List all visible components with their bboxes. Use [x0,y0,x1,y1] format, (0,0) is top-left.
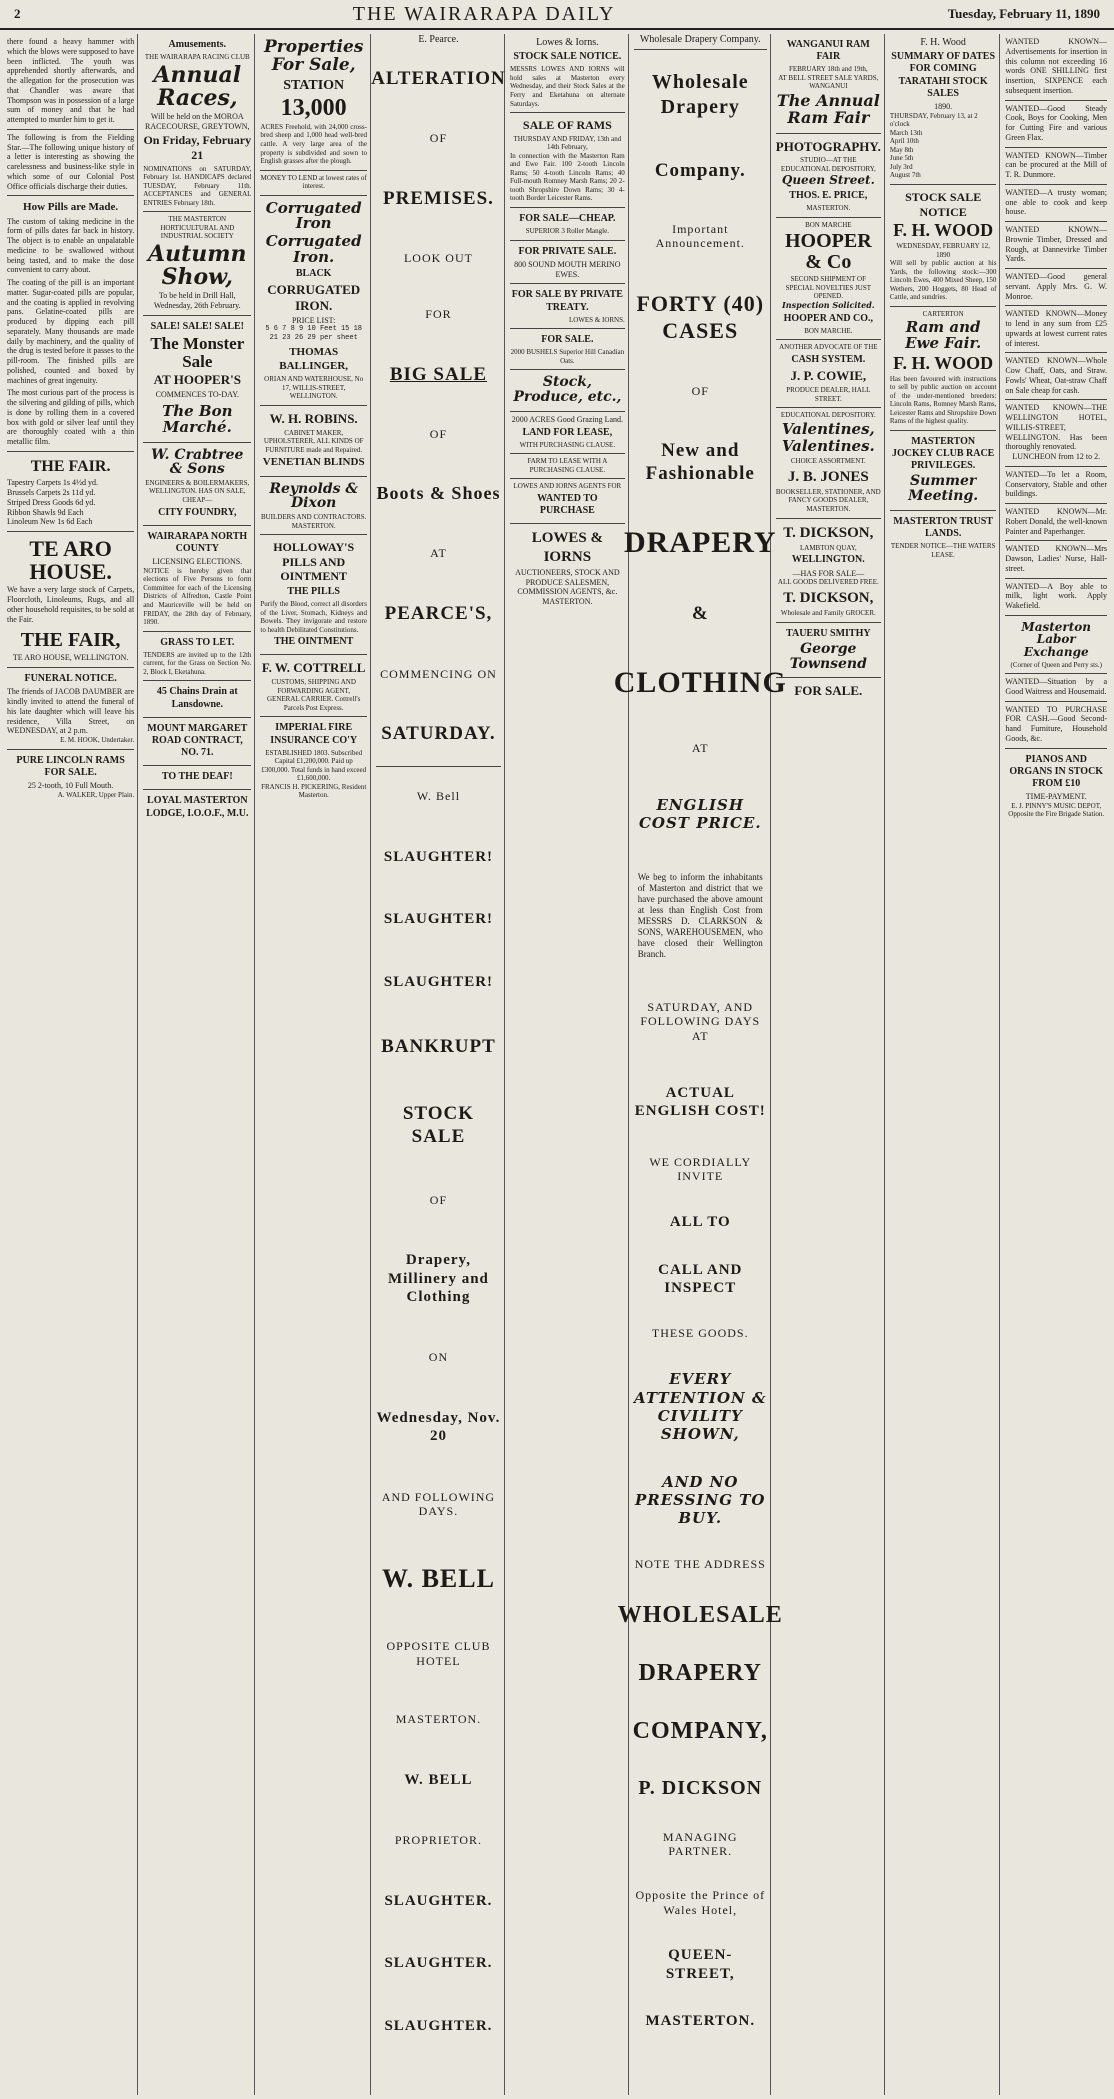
corrugated-iron-heading: CORRUGATED IRON. [267,281,361,313]
ad-line: AND NO PRESSING TO BUY. [635,1472,766,1528]
wanted-ad: WANTED KNOWN—Timber can be procured at the Mill of T. R. Dunmore. [1005,148,1107,185]
ad-line: AT [691,741,709,756]
ad-line: MASTERTON. [395,1712,482,1727]
wanganui-heading: WANGANUI RAM FAIR [786,39,870,63]
column-wanted [1002,34,1110,2095]
jones-sub: BOOKSELLER, STATIONER, AND FANCY GOODS DEALER, MASTERTON. [775,487,881,513]
hooper-shipment: SECOND SHIPMENT OF SPECIAL NOVELTIES JUST OPENED. [785,275,872,301]
monster-sale-heading: The Monster Sale [150,333,245,371]
robins-heading: W. H. ROBINS. [269,410,358,426]
reynolds-heading: Reynolds & Dixon [269,480,359,512]
ad-line: DRAPERY [638,1660,762,1687]
lowes-top: Lowes & Iorns. [536,37,599,48]
wanted-ad: WANTED KNOWN—THE WELLINGTON HOTEL, WILLIS-STREET, WELLINGTON. Has been thoroughly renovated. [1005,403,1108,452]
foundry-name: CITY FOUNDRY, [158,506,237,518]
music-depot: E. J. PINNY'S MUSIC DEPOT, Opposite the Fire Brigade Station. [1008,801,1105,819]
imperial-heading: IMPERIAL FIRE INSURANCE CO'Y [270,722,358,746]
autumn-show-heading: Autumn Show, [148,240,247,290]
cowie-sub: PRODUCE DEALER, HALL STREET. [786,386,871,403]
ad-line: NOTE THE ADDRESS [634,1556,766,1571]
rams-body: 25 2-tooth, 10 Full Mouth. [27,780,114,790]
grocer: Wholesale and Family GROCER. [780,609,876,618]
valentines: Valentines. [781,437,875,456]
cottrell-heading: F. W. COTTRELL [261,660,366,676]
fair-heading: THE FAIR. [30,457,111,475]
list-item: April 10th [889,137,919,146]
list-item: THURSDAY, February 13, at 2 o'clock [889,111,978,129]
ad-line: COMPANY, [632,1718,768,1745]
imperial-sub: ESTABLISHED 1803. Subscribed Capital £1,200,000. Paid up £300,000. Total funds in hand exceed £1,600,000. [261,748,367,783]
ad-line: SLAUGHTER. [384,1955,493,1972]
ad-line: Company. [654,159,746,181]
drapery-body: We beg to inform the inhabitants of Masterton and district that we have purchased the above amount at less than English Cost from MESSRS D. CLARKSON & SONS, WAREHOUSEMEN, who have closed their Wellington Branch. [637,872,763,959]
hooper-footer: HOOPER AND CO., [783,312,874,324]
wellington: WELLINGTON. [791,554,865,566]
reynolds-sub: BUILDERS AND CONTRACTORS. MASTERTON. [260,513,367,530]
ad-line: THESE GOODS. [651,1326,749,1341]
wanganui-date: FEBRUARY 18th and 19th, [788,65,868,74]
bon-marche-footer: BON MARCHE. [804,326,853,335]
venetian-heading: VENETIAN BLINDS [262,456,365,469]
drapery-ad-top [613,50,787,1140]
drapery-ad-bottom [617,1140,783,2045]
pickering: FRANCIS H. PICKERING, Resident Masterton. [261,782,367,800]
sale-cost: ACTUAL ENGLISH COST! [634,1084,766,1119]
price-name: THOS. E. PRICE, [789,190,868,202]
stock-notice: STOCK SALE NOTICE [905,189,982,219]
ad-line: WHOLESALE [617,1601,783,1628]
price-town: MASTERTON. [806,204,851,213]
masthead [0,0,1114,30]
pills-heading: THE PILLS [287,585,340,597]
wanganui-yards: AT BELL STREET SALE YARDS, WANGANUI [778,73,879,91]
luncheon: LUNCHEON from 12 to 2. [1012,452,1101,461]
fair-address: TE ARO HOUSE, WELLINGTON. [12,653,129,663]
list-item: Brussels Carpets 2s 11d yd. [7,488,96,498]
pearce-top: E. Pearce. [418,34,459,45]
ad-line: ALTERATION [371,67,506,89]
sale-banner: SALE! SALE! SALE! [150,320,244,332]
road-contract-heading: MOUNT MARGARET ROAD CONTRACT, NO. 71. [147,722,248,759]
licensing-sub: LICENSING ELECTIONS. [152,557,243,567]
ad-line: Boots & Shoes [376,483,501,504]
ram-fair-body: Has been favoured with instructions to sell by public auction on account of the under-mentioned breeders: Lincoln Rams, Romney Marsh Rams, Leicester Rams and Shropshire Down Rams of the highest quality. [889,374,997,426]
pearce-ad [371,46,506,767]
grass-heading: GRASS TO LET. [160,636,235,648]
trust-lands: MASTERTON TRUST LANDS. [893,515,993,540]
fhw-heading: F. H. WOOD [893,220,994,241]
lambton: LAMBTON QUAY, [799,543,857,552]
cowie-heading: J. P. COWIE, [790,368,867,384]
list-item: March 13th [889,128,923,137]
list-item: Linoleum New 1s 6d Each [7,517,93,527]
ad-line: ON [428,1350,449,1365]
ad-line: New and Fashionable [645,439,755,485]
ad-line: PEARCE'S, [384,603,493,625]
lodge-heading: LOYAL MASTERTON LODGE, I.O.O.F., M.U. [146,795,249,819]
ad-line: AND FOLLOWING DAYS. [381,1489,496,1519]
licensing-heading: WAIRARAPA NORTH COUNTY [147,530,248,554]
list-item: June 5th [889,154,914,163]
price-list: 5 6 7 8 9 10 Feet 15 18 21 23 26 29 per sheet [265,325,362,342]
funeral-heading: FUNERAL NOTICE. [24,673,117,685]
hooper-heading: HOOPER & Co [784,230,872,274]
dates-list [890,112,997,180]
photography-sub: STUDIO—AT THE EDUCATIONAL DEPOSITORY, [780,156,876,173]
labour-exchange: Masterton Labor Exchange [1021,619,1092,659]
wanted-ad: WANTED KNOWN—Mr. Robert Donald, the well-known Painter and Paperhanger. [1005,504,1107,541]
valentines-sub: CHOICE ASSORTMENT. [790,457,866,466]
bell-ad [376,767,501,2057]
monster-sale-sub: COMMENCES TO-DAY. [155,390,239,400]
ad-line: MASTERTON. [645,2013,756,2030]
ad-line: WE CORDIALLY INVITE [649,1154,752,1184]
forsale-heading: FOR SALE. [794,683,863,699]
wanted-ad: WANTED KNOWN—Brownie Timber, Dressed and Rough, at Dannevirke Timber Yards. [1005,222,1107,269]
issue-date: Tuesday, February 11, 1890 [947,6,1100,21]
cottrell-sub: CUSTOMS, SHIPPING AND FORWARDING AGENT, GENERAL CARRIER. Cottrell's Parcels Post Express. [266,678,361,712]
pianos-heading: PIANOS AND ORGANS IN STOCK FROM £10 [1009,753,1104,789]
ad-line: W. BELL [404,1771,473,1788]
ad-line: COMMENCING ON [380,666,497,681]
ram-ewe-fair: Ram and Ewe Fair. [905,318,982,353]
wanted-ad: WANTED—To let a Room, Conservatory, Stable and other buildings. [1005,467,1107,504]
jockey-club: MASTERTON JOCKEY CLUB RACE PRIVILEGES. [891,435,995,472]
edu-depository: EDUCATIONAL DEPOSITORY. [780,411,876,420]
lease-heading: LAND FOR LEASE, [522,426,613,438]
sale-date: WEDNESDAY, FEBRUARY 12, 1890 [896,242,990,259]
crabtree-sub: ENGINEERS & BOILERMAKERS, WELLINGTON. HAS ON SALE, CHEAP— [145,478,250,505]
tender-notice: TENDER NOTICE—THE WATERS LEASE. [890,542,996,559]
summary-heading: SUMMARY OF DATES FOR COMING TARATAHI STOCK SALES [891,51,996,99]
ad-line: CLOTHING [613,665,787,699]
list-item: May 8th [889,145,914,154]
photography-heading: PHOTOGRAPHY. [775,138,881,154]
list-item: Tapestry Carpets 1s 4½d yd. [7,478,98,488]
races-date: On Friday, February 21 [143,133,252,163]
licensing-notice: NOTICE is hereby given that elections of Five Persons to form Committee for each of the Licensing Districts of Alfredton, Castle Point and Mauriceville will be held on FRIDAY, the 28th day of February, 1890. [143,566,252,627]
inspection: Inspection Solicited. [782,299,875,310]
wanted-purchase: WANTED TO PURCHASE [537,492,598,517]
ad-line: PREMISES. [383,187,494,209]
fhw-heading-2: F. H. WOOD [893,352,994,373]
races-details: NOMINATIONS on SATURDAY, February 1st. HANDICAPS declared TUESDAY, February 11th. ACCEPTANCES and GENERAL ENTRIES February 18th. [143,164,252,207]
ad-line: SLAUGHTER. [384,1893,493,1909]
stock-sale-body: MESSRS LOWES AND IORNS will hold sales at Masterton every Wednesday, and their Stock Sales at the Ferry and Eketahuna on alternate Saturdays. [509,65,625,108]
annual-races-heading: Annual Races, [153,61,242,111]
ointment-heading: THE OINTMENT [274,636,354,648]
ad-line: OF [429,131,448,146]
rams-sale-heading: SALE OF RAMS [522,118,612,133]
oats: 2000 BUSHELS Superior Hill Canadian Oats. [510,348,625,365]
dickson-heading-2: T. DICKSON, [783,589,874,606]
delivered: ALL GOODS DELIVERED FREE. [777,578,879,587]
lowes-footer-heading: LOWES & IORNS [531,530,603,565]
ad-line: Wednesday, Nov. 20 [376,1410,501,1445]
ad-line: ENGLISH COST PRICE. [638,795,762,832]
ad-line: W. BELL [381,1564,495,1594]
te-aro-heading: TE ARO HOUSE. [29,536,112,585]
wanted-ad: WANTED—A trusty woman; one able to cook and keep house. [1005,185,1107,222]
list-item: July 3rd [889,162,913,171]
news-paragraph: The following is from the Fielding Star.—The following unique history of a letter is interesting as showing the carelessness and business-like style in which some of our Colonial Post Office officials discharge their duties. [7,130,134,197]
bon-marche-top: BON MARCHE [805,220,852,229]
autumn-show-details: To be held in Drill Hall, Wednesday, 26th February. [153,291,241,310]
lowes-footer-sub: AUCTIONEERS, STOCK AND PRODUCE SALESMEN, COMMISSION AGENTS, &c. MASTERTON. [515,567,620,607]
drain-heading: 45 Chains Drain at Lansdowne. [156,686,238,710]
forsale-heading: FOR SALE. [541,334,594,346]
dickson-heading: T. DICKSON, [783,524,874,541]
rams-signature: A. WALKER, Upper Plain. [57,790,135,799]
news-paragraph: there found a heavy hammer with which the blows were supposed to have been inflicted. The youth was apprehended shortly afterwards, and the allegation for the prosecution was that Chandler was aware that Thompson was in possession of a large sum of money and that he had attempted to murder him to get it. [7,34,134,130]
money-lend: MONEY TO LEND at lowest rates of interest. [260,173,367,191]
wanted-ad: WANTED KNOWN—Money to lend in any sum from £25 upwards at lowest current rates of interest. [1005,306,1107,353]
ad-line: Wholesale Drapery [651,71,749,118]
farm-lease: FARM TO LEASE WITH A PURCHASING CLAUSE. [527,457,608,474]
wanted-ad: WANTED—Good general servant. Apply Mrs. G. W. Monroe. [1005,269,1107,306]
ad-line: OF [429,427,448,442]
ad-line: SLAUGHTER! [383,848,494,865]
ad-line: SLAUGHTER! [383,911,494,928]
ad-line: Important Announcement. [655,221,745,251]
mangle: SUPERIOR 3 Roller Mangle. [525,227,609,236]
wanted-ad: WANTED—Situation by a Good Waitress and Housemaid. [1005,674,1107,702]
stock-sale-heading: STOCK SALE NOTICE. [513,51,622,63]
ewes: 800 SOUND MOUTH MERINO EWES. [514,259,621,279]
ad-line: LOOK OUT [403,251,473,266]
agents: LOWES AND IORNS AGENTS FOR [513,482,622,491]
summer-meeting: Summer Meeting. [908,473,979,505]
rams-sale-date: THURSDAY AND FRIDAY, 13th and 14th February, [513,134,622,152]
article-headline: How Pills are Made. [23,201,119,214]
list-item: Striped Dress Goods 6d yd. [7,497,96,507]
ad-line: SLAUGHTER. [384,2017,493,2034]
ad-line: OF [691,384,709,399]
column-wholesale-drapery [613,34,787,2095]
robins-sub: CABINET MAKER, UPHOLSTERER, ALL KINDS OF FURNITURE made and Repaired. [263,428,364,454]
rams-heading: PURE LINCOLN RAMS FOR SALE. [16,754,125,778]
hoopers-heading: AT HOOPER'S [153,372,241,388]
ad-line: BIG SALE [389,364,488,386]
ad-line: OPPOSITE CLUB HOTEL [386,1638,491,1668]
ballinger-address: ORIAN AND WATERHOUSE, No 17, WILLIS-STREET, WELLINGTON. [264,375,364,401]
ad-line: W. Bell [416,789,461,804]
wanted-ad: WANTED KNOWN—Whole Cow Chaff, Oats, and Straw. Fowls' Wheat, Oat-straw Chaff on Sale cheap for cash. [1005,353,1107,400]
time-payment: TIME-PAYMENT. [1025,792,1087,802]
club-name: THE WAIRARAPA RACING CLUB [144,53,250,62]
summary-year: 1890. [934,101,953,111]
advocate: ANOTHER ADVOCATE OF THE [779,343,878,352]
labour-sub: (Corner of Queen and Perry sts.) [1010,660,1102,669]
corrugated-heading: Corrugated Iron. [265,232,362,266]
holloway-heading: HOLLOWAY'S PILLS AND OINTMENT [273,540,355,584]
properties-heading: Properties For Sale, [263,37,364,75]
column-amusements [140,34,255,2095]
ad-line: MANAGING PARTNER. [662,1829,738,1859]
columns [4,34,1110,2095]
column-pearce-bell [373,34,505,2095]
section-heading: Amusements. [168,39,227,50]
list-item: Ribbon Shawls 9d Each [7,507,84,517]
produce-heading: Stock, Produce, etc., [513,374,622,406]
annual-ram-fair: The Annual Ram Fair [776,90,880,127]
lease-sub: WITH PURCHASING CLAUSE. [519,440,616,449]
deaf-heading: TO THE DEAF! [161,771,233,783]
ad-line: FOR [425,307,452,322]
ad-line: OF [429,1192,448,1207]
grazing-land: 2000 ACRES Good Grazing Land. [511,414,624,424]
funeral-signature: E. M. HOOK, Undertaker. [60,736,135,745]
drapery-top: Wholesale Drapery Company. [634,34,767,50]
has-for-sale: —HAS FOR SALE— [792,568,865,578]
crabtree-heading: W. Crabtree & Sons [151,446,244,478]
ad-line: Drapery, Millinery and Clothing [387,1252,489,1306]
column-lowes-iorns [507,34,629,2095]
ad-line: ALL TO [669,1214,731,1231]
ad-line: BANKRUPT [381,1036,496,1058]
black-heading: BLACK [295,267,332,279]
wood-top: F. H. Wood [920,37,966,48]
salesman: LOWES & IORNS. [568,315,625,324]
ad-line: & [691,602,709,624]
newspaper-title: THE WAIRARAPA DAILY [352,2,616,25]
ballinger-heading: THOMAS BALLINGER, [279,346,349,372]
ad-line: SLAUGHTER! [383,973,494,990]
fair-price-list [7,478,134,527]
private-treaty-heading: FOR SALE BY PRIVATE TREATY. [511,289,623,313]
page-number: 2 [14,6,21,21]
acres-figure: 13,000 [280,94,347,121]
jones-heading: J. B. JONES [787,468,869,485]
holloway-body: Purify the Blood, correct all disorders of the Liver, Stomach, Kidneys and Bowels. They invigorate and restore to health Debilitated Constitutions. [260,600,367,634]
column-news [4,34,138,2095]
valentines: Valentines, [781,419,875,438]
smithy-heading: TAUERU SMITHY [786,627,871,639]
wanted-ad: WANTED TO PURCHASE FOR CASH.—Good Second-hand Furniture, Household Goods, &c. [1005,702,1107,749]
ad-line: AT [430,546,447,561]
ad-line: STOCK SALE [402,1103,475,1148]
article-body: The custom of taking medicine in the form of pills dates far back in history. The object is to enable an unpalatable medicine to be swallowed without being tasted, and to make the dose convenient to carry about. [7,216,135,275]
ad-line: SATURDAY. [381,723,496,745]
wanted-ad: WANTED—A Boy able to milk, light work. Apply Wakefield. [1005,579,1107,616]
wanted-ad: WANTED—Good Steady Cook, Boys for Cooking, Men for Cutting Fire and various Green Flax. [1005,101,1107,148]
ad-line: QUEEN-STREET, [665,1947,735,1982]
wanted-ad: WANTED KNOWN—Mrs Dawson, Ladies' Nurse, Hall-street. [1005,541,1107,578]
column-properties [257,34,371,2095]
bon-marche-heading: The Bon Marché. [162,402,233,436]
wanted-ad: WANTED KNOWN—Advertisements for insertion in this column not exceeding 16 words ONE SHILLING first insertion, SIXPENCE each subsequent insertion. [1005,34,1107,101]
corrugated-heading: Corrugated Iron [265,198,362,233]
sale-open: SATURDAY, AND FOLLOWING DAYS AT [640,999,761,1044]
grass-body: TENDERS are invited up to the 12th current, for the Grass on Section No. 2, Block I, Eketahuna. [143,650,252,676]
ad-line: Opposite the Prince of Wales Hotel, [635,1887,766,1917]
te-aro-text: We have a very large stock of Carpets, Floorcloth, Linoleums, Rugs, and all other household requisites, to be sold at the Fair. [7,585,135,624]
rams-sale-body: In connection with the Masterton Ram and Ewe Fair. 100 2-tooth Lincoln Rams; 50 4-tooth Lincoln Rams; 40 Full-mouth Romney Marsh Rams; 20 2-tooth Shropshire Down Rams; 30 4-tooth Border Leicester Rams. [509,151,625,203]
ad-line: DRAPERY [623,526,777,560]
price-list-heading: PRICE LIST: [291,315,336,325]
list-item: August 7th [889,171,921,180]
stock-sale-body: Will sell by public auction at his Yards, the following stock:—300 Lincoln Ewes, 400 Mixed Sheep, 150 Wethers, 200 Hoggets, 80 Head of Cattle, and sundries. [889,259,997,302]
funeral-body: The friends of JACOB DAUMBER are kindly invited to attend the funeral of his late daughter which will leave his residence, Villa Street, on WEDNESDAY, at 2 p.m. [7,687,135,736]
ad-line: PROPRIETOR. [394,1833,483,1848]
fair-heading: THE FAIR, [20,629,121,652]
article-body: The coating of the pill is an important matter. Sugar-coated pills are popular, and the coating is applied in revolving pans. Gelatine-coated pills are produced by dipping each pill separately. Many thousands are made daily by machinery, and the quality of the drug is tested before it passes to the pill-room. The finished pills are polished, counted and boxed by machines of great ingenuity. [7,278,135,385]
ad-line: EVERY ATTENTION & CIVILITY SHOWN, [634,1370,767,1444]
column-mixed-ads [773,34,885,2095]
society-name: THE MASTERTON HORTICULTURAL AND INDUSTRIAL SOCIETY [160,215,235,241]
ad-line: P. DICKSON [638,1776,763,1799]
queen-street: Queen Street. [781,173,875,188]
article-body: The most curious part of the process is the silvering and gilding of pills, which is done by rolling them in a covered box with gold or silver leaf until they are thoroughly coated with a thin metallic film. [7,388,135,447]
ad-line: CALL AND INSPECT [658,1261,743,1296]
cheap-heading: FOR SALE—CHEAP. [519,212,616,224]
private-sale-heading: FOR PRIVATE SALE. [518,245,617,257]
townsend: George Townsend [789,640,867,672]
carterton: CARTERTON [922,309,964,318]
station-body: ACRES Freehold, with 24,000 cross-bred sheep and 1,000 head well-bred cattle. A very large area of the property is subdivided and sown to English grasses after the plough. [260,122,367,166]
cash-system: CASH SYSTEM. [791,353,866,365]
ad-line: FORTY (40) CASES [636,290,765,343]
station-heading: STATION [283,77,345,93]
column-wood [887,34,1001,2095]
races-venue: Will be held on the MOROA RACECOURSE, GREYTOWN, [145,111,250,131]
